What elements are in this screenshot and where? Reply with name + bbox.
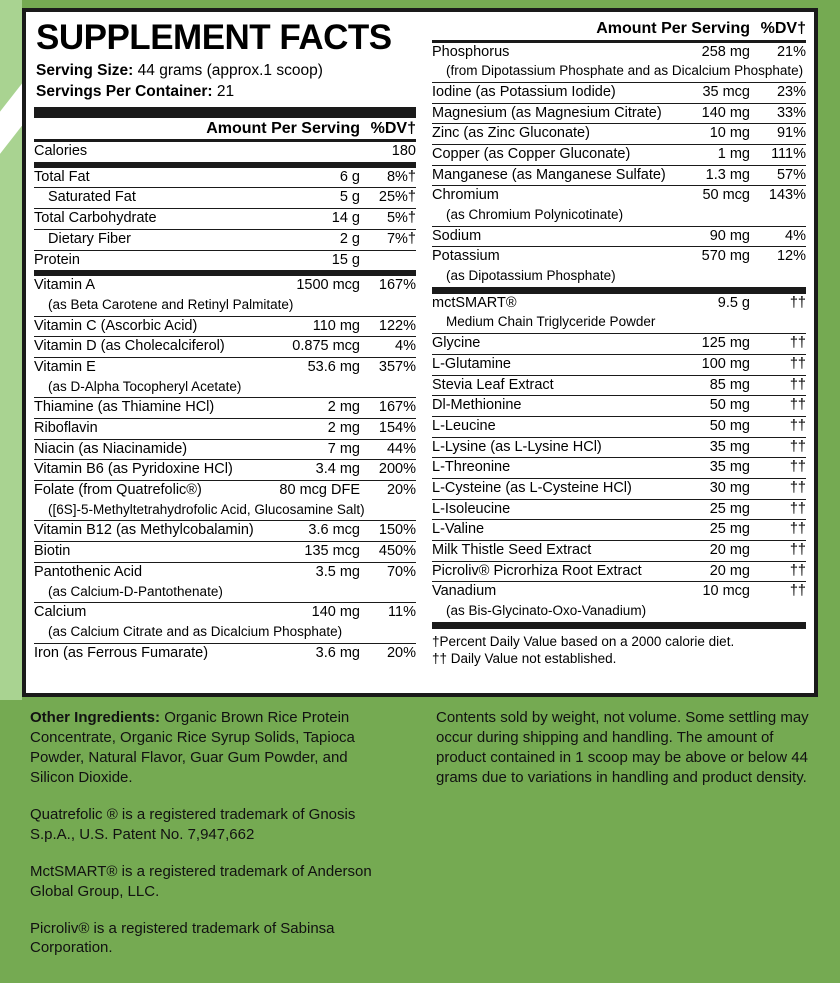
nutrient-amount: 110 mg <box>273 316 360 337</box>
table-row <box>34 337 416 358</box>
calories-table <box>34 142 416 162</box>
table-row <box>34 562 416 582</box>
label-column-left <box>26 12 424 693</box>
nutrient-amount: 100 mg <box>690 354 750 375</box>
footer-section <box>0 700 840 983</box>
nutrient-name: Pantothenic Acid <box>34 563 143 580</box>
nutrient-amount: 140 mg <box>695 103 750 124</box>
nutrient-source-text: (as Calcium Citrate and as Dicalcium Phosphate) <box>48 623 343 639</box>
nutrient-name: Thiamine (as Thiamine HCl) <box>34 398 273 419</box>
nutrient-daily-value: †† <box>789 294 806 311</box>
table-row <box>34 316 416 337</box>
table-header-row <box>34 118 416 140</box>
nutrient-amount: 35 mg <box>690 458 750 479</box>
nutrient-daily-value: †† <box>750 334 806 355</box>
trademark-picroliv: Picroliv® is a registered trademark of Sabinsa Corporation. <box>30 919 335 957</box>
nutrient-name: Manganese (as Manganese Sulfate) <box>432 165 695 186</box>
nutrient-daily-value: 12% <box>776 248 806 265</box>
table-row <box>432 124 806 145</box>
nutrient-amount: 140 mg <box>311 604 360 621</box>
table-row <box>432 458 806 479</box>
nutrient-name: L-Glutamine <box>432 354 690 375</box>
nutrient-daily-value: †† <box>750 396 806 417</box>
nutrient-daily-value: †† <box>789 583 806 600</box>
serving-size-value: 44 grams (approx.1 scoop) <box>137 61 323 79</box>
nutrient-amount: 50 mg <box>690 416 750 437</box>
nutrient-daily-value: †† <box>750 541 806 562</box>
nutrient-name: L-Threonine <box>432 458 690 479</box>
table-row <box>34 209 416 230</box>
nutrient-name: L-Cysteine (as L-Cysteine HCl) <box>432 478 690 499</box>
nutrient-amount: 258 mg <box>701 43 750 60</box>
nutrient-name <box>34 229 299 250</box>
nutrient-source-text: Medium Chain Triglyceride Powder <box>446 314 656 330</box>
nutrient-source-text: (as Dipotassium Phosphate) <box>446 268 616 284</box>
nutrient-daily-value: 111% <box>750 144 806 165</box>
nutrient-daily-value: 143% <box>768 187 806 204</box>
nutrient-name: Biotin <box>34 542 273 563</box>
nutrient-source-text: ([6S]-5-Methyltetrahydrofolic Acid, Glucosamine Salt) <box>48 501 365 517</box>
table-row <box>432 247 806 267</box>
nutrient-daily-value: †† <box>750 520 806 541</box>
table-row <box>432 186 806 206</box>
other-ingredients-paragraph <box>30 708 392 788</box>
nutrient-daily-value: 20% <box>386 644 416 661</box>
nutrient-name: Stevia Leaf Extract <box>432 375 690 396</box>
nutrient-amount: 3.6 mg <box>315 644 360 661</box>
serving-size-label: Serving Size: <box>36 61 134 79</box>
nutrient-name: Iron (as Ferrous Fumarate) <box>34 644 209 661</box>
table-row <box>432 375 806 396</box>
nutrient-source-text: (as Chromium Polynicotinate) <box>446 207 624 223</box>
nutrient-amount: 20 mg <box>690 541 750 562</box>
nutrient-source-text: (as Bis-Glycinato-Oxo-Vanadium) <box>446 603 647 619</box>
nutrient-name: Iodine (as Potassium Iodide) <box>432 82 695 103</box>
other-components-table <box>432 294 806 623</box>
nutrient-daily-value: 57% <box>750 165 806 186</box>
trademark-mctsmart: MctSMART® is a registered trademark of Anderson Global Group, LLC. <box>30 862 372 900</box>
nutrient-amount: 1 mg <box>695 144 750 165</box>
decorative-left-band <box>0 0 22 700</box>
table-row <box>34 521 416 542</box>
table-row <box>432 541 806 562</box>
nutrient-daily-value: 4% <box>750 226 806 247</box>
nutrient-name: Vitamin A <box>34 277 95 294</box>
nutrient-source-text: (from Dipotassium Phosphate and as Dicalcium Phosphate) <box>446 63 804 79</box>
nutrient-amount: 20 mg <box>690 561 750 582</box>
nutrient-daily-value: 21% <box>776 43 806 60</box>
nutrient-source-text: (as Beta Carotene and Retinyl Palmitate) <box>48 296 294 312</box>
nutrient-daily-value: 25%† <box>360 188 416 209</box>
nutrient-amount: 25 mg <box>690 520 750 541</box>
servings-per-container-line <box>36 82 416 103</box>
nutrient-amount: 35 mg <box>690 437 750 458</box>
nutrient-daily-value: †† <box>750 375 806 396</box>
nutrient-daily-value: †† <box>750 458 806 479</box>
nutrient-amount: 50 mcg <box>702 187 750 204</box>
nutrient-amount: 2 mg <box>273 398 360 419</box>
nutrient-daily-value: 200% <box>360 460 416 481</box>
nutrient-daily-value: †† <box>750 478 806 499</box>
nutrient-daily-value: 122% <box>360 316 416 337</box>
nutrient-name: Vitamin C (Ascorbic Acid) <box>34 316 273 337</box>
nutrient-amount: 80 mcg DFE <box>279 482 360 499</box>
table-row-subtext <box>432 602 806 622</box>
nutrient-daily-value: 167% <box>378 277 416 294</box>
nutrient-source-note <box>34 623 416 643</box>
table-row <box>34 439 416 460</box>
nutrient-name: Total Fat <box>34 168 299 188</box>
nutrient-amount: 3.6 mcg <box>273 521 360 542</box>
nutrient-name: L-Valine <box>432 520 690 541</box>
nutrient-daily-value: 5%† <box>360 209 416 230</box>
table-row-calories <box>34 142 416 162</box>
footnote-not-established: †† Daily Value not established. <box>432 651 617 667</box>
nutrient-name: Chromium <box>432 187 499 204</box>
nutrient-amount: 125 mg <box>690 334 750 355</box>
servings-per-container-value: 21 <box>216 82 235 100</box>
table-row <box>432 43 806 63</box>
table-row <box>34 168 416 188</box>
nutrient-name: L-Leucine <box>432 416 690 437</box>
table-row-subtext <box>432 62 806 82</box>
table-row <box>432 416 806 437</box>
nutrient-daily-value: 33% <box>750 103 806 124</box>
nutrient-amount: 10 mcg <box>702 583 750 600</box>
macronutrients-table <box>34 168 416 270</box>
nutrient-name: Sodium <box>432 226 695 247</box>
nutrient-daily-value: †† <box>750 354 806 375</box>
nutrient-name: Vitamin E <box>34 358 96 375</box>
nutrient-name: Copper (as Copper Gluconate) <box>432 144 695 165</box>
nutrient-daily-value: 23% <box>750 82 806 103</box>
table-row <box>432 354 806 375</box>
table-row <box>432 478 806 499</box>
table-row <box>432 520 806 541</box>
nutrient-daily-value: 167% <box>360 398 416 419</box>
nutrient-daily-value: 450% <box>360 542 416 563</box>
nutrient-daily-value: 91% <box>750 124 806 145</box>
table-row <box>432 103 806 124</box>
nutrient-name: Total Carbohydrate <box>34 209 299 230</box>
footer-column-left <box>0 700 420 983</box>
header-table-right <box>432 18 806 41</box>
table-row <box>432 294 806 314</box>
nutrient-name <box>34 188 299 209</box>
nutrient-amount: 6 g <box>299 168 360 188</box>
nutrient-daily-value: †† <box>750 437 806 458</box>
nutrient-name: Protein <box>34 251 80 268</box>
table-row <box>432 437 806 458</box>
nutrient-amount: 85 mg <box>690 375 750 396</box>
nutrient-name: L-Isoleucine <box>432 499 690 520</box>
nutrient-source-note <box>432 313 806 333</box>
trademark-quatrefolic: Quatrefolic ® is a registered trademark of Gnosis S.p.A., U.S. Patent No. 7,947,662 <box>30 805 356 843</box>
header-table <box>34 118 416 141</box>
nutrient-amount: 7 mg <box>273 439 360 460</box>
table-row <box>34 542 416 563</box>
column-header-dv-right: %DV† <box>750 18 806 40</box>
table-row-subtext <box>34 623 416 643</box>
nutrient-source-note <box>34 378 416 398</box>
table-row <box>34 188 416 209</box>
nutrient-daily-value: 357% <box>378 358 416 375</box>
nutrient-name: Phosphorus <box>432 43 510 60</box>
nutrient-name: Milk Thistle Seed Extract <box>432 541 690 562</box>
nutrient-daily-value: 154% <box>360 419 416 440</box>
nutrient-amount: 3.4 mg <box>273 460 360 481</box>
other-ingredients-text: Organic Brown Rice Protein Concentrate, Organic Rice Syrup Solids, Tapioca Powder, Natural Flavor, Guar Gum Powder, and Silicon Dioxide. <box>30 709 355 786</box>
nutrient-daily-value: 44% <box>360 439 416 460</box>
nutrient-name: Vanadium <box>432 583 497 600</box>
nutrient-daily-value: †† <box>750 561 806 582</box>
table-row <box>34 481 416 501</box>
nutrient-name: Picroliv® Picrorhiza Root Extract <box>432 561 690 582</box>
table-row <box>432 334 806 355</box>
table-row-subtext <box>34 583 416 603</box>
nutrient-daily-value: 70% <box>386 563 416 580</box>
table-row <box>432 165 806 186</box>
nutrient-name-indented: Saturated Fat <box>48 189 136 206</box>
table-row <box>34 603 416 623</box>
table-row <box>34 643 416 663</box>
table-row <box>432 144 806 165</box>
table-header-row-right <box>432 18 806 40</box>
table-row-subtext <box>34 378 416 398</box>
nutrient-name: Potassium <box>432 248 500 265</box>
nutrient-name: Folate (from Quatrefolic®) <box>34 482 202 499</box>
nutrient-amount: 2 g <box>299 229 360 250</box>
nutrient-amount: 5 g <box>299 188 360 209</box>
table-row <box>432 396 806 417</box>
table-row <box>432 82 806 103</box>
nutrient-amount: 2 mg <box>273 419 360 440</box>
nutrient-source-note <box>34 501 416 521</box>
nutrient-daily-value: 7%† <box>360 229 416 250</box>
nutrient-source-text: (as D-Alpha Tocopheryl Acetate) <box>48 378 242 394</box>
serving-size-line <box>36 61 416 82</box>
table-row-subtext <box>34 501 416 521</box>
nutrient-name: mctSMART® <box>432 294 517 311</box>
vitamins-table <box>34 276 416 663</box>
nutrient-daily-value <box>360 250 416 270</box>
table-row <box>432 499 806 520</box>
nutrient-amount: 35 mcg <box>695 82 750 103</box>
calories-label: Calories <box>34 143 88 160</box>
nutrient-amount: 1500 mcg <box>296 277 360 294</box>
page-title: SUPPLEMENT FACTS <box>36 18 392 57</box>
nutrient-amount: 90 mg <box>695 226 750 247</box>
nutrient-name: Glycine <box>432 334 690 355</box>
nutrient-amount: 50 mg <box>690 396 750 417</box>
column-header-amount-right: Amount Per Serving <box>432 18 750 40</box>
nutrient-daily-value: †† <box>750 416 806 437</box>
calories-value: 180 <box>391 143 416 160</box>
table-row <box>34 357 416 377</box>
nutrient-name: Vitamin B6 (as Pyridoxine HCl) <box>34 460 273 481</box>
table-row-subtext <box>34 296 416 316</box>
servings-per-container-label: Servings Per Container: <box>36 82 213 100</box>
nutrient-amount: 1.3 mg <box>695 165 750 186</box>
nutrient-name: L-Lysine (as L-Lysine HCl) <box>432 437 690 458</box>
supplement-facts-panel <box>22 8 818 697</box>
table-row <box>34 229 416 250</box>
table-row <box>432 561 806 582</box>
nutrient-amount: 9.5 g <box>717 294 750 311</box>
nutrient-amount: 0.875 mcg <box>273 337 360 358</box>
other-ingredients-label: Other Ingredients: <box>30 709 161 726</box>
table-row <box>34 460 416 481</box>
nutrient-name: Magnesium (as Magnesium Citrate) <box>432 103 695 124</box>
table-row <box>432 226 806 247</box>
table-row-subtext <box>432 267 806 287</box>
nutrient-name-indented: Dietary Fiber <box>48 230 131 247</box>
column-header-dv: %DV† <box>360 118 416 140</box>
nutrient-amount: 10 mg <box>695 124 750 145</box>
nutrient-source-note <box>432 62 806 82</box>
contents-note: Contents sold by weight, not volume. Some settling may occur during shipping and handling. The amount of product contained in 1 scoop may be above or below 44 grams due to variations in handling and product density. <box>436 709 809 786</box>
footnote-daily-value: †Percent Daily Value based on a 2000 calorie diet. <box>432 633 735 649</box>
nutrient-amount: 3.5 mg <box>315 563 360 580</box>
nutrient-daily-value: 20% <box>386 482 416 499</box>
table-row-subtext <box>432 313 806 333</box>
label-column-right <box>424 12 814 693</box>
nutrient-name: Dl-Methionine <box>432 396 690 417</box>
nutrient-amount: 30 mg <box>690 478 750 499</box>
decorative-white-swoosh <box>0 79 22 166</box>
nutrient-name: Calcium <box>34 604 87 621</box>
nutrient-amount: 25 mg <box>690 499 750 520</box>
nutrient-daily-value: 150% <box>360 521 416 542</box>
table-row-subtext <box>432 206 806 226</box>
nutrient-daily-value: 4% <box>360 337 416 358</box>
footer-column-right <box>420 700 840 983</box>
nutrient-daily-value: 11% <box>388 604 416 621</box>
nutrient-source-note <box>34 296 416 316</box>
nutrient-name: Niacin (as Niacinamide) <box>34 439 273 460</box>
nutrient-source-note <box>432 206 806 226</box>
nutrient-source-note <box>34 583 416 603</box>
nutrient-amount: 15 g <box>331 251 360 268</box>
column-header-amount: Amount Per Serving <box>34 118 360 140</box>
nutrient-daily-value: †† <box>750 499 806 520</box>
divider-thick-top <box>34 107 416 118</box>
table-row <box>432 582 806 602</box>
table-row <box>34 276 416 296</box>
nutrient-source-text: (as Calcium-D-Pantothenate) <box>48 583 223 599</box>
nutrient-daily-value: 8%† <box>360 168 416 188</box>
nutrient-amount: 135 mcg <box>273 542 360 563</box>
table-row <box>34 398 416 419</box>
table-row <box>34 419 416 440</box>
nutrient-name: Vitamin B12 (as Methylcobalamin) <box>34 521 273 542</box>
nutrient-name: Vitamin D (as Cholecalciferol) <box>34 337 273 358</box>
nutrient-name: Riboflavin <box>34 419 273 440</box>
nutrient-source-note <box>432 602 806 622</box>
nutrient-name: Zinc (as Zinc Gluconate) <box>432 124 695 145</box>
nutrient-amount: 570 mg <box>701 248 750 265</box>
nutrient-source-note <box>432 267 806 287</box>
nutrient-amount: 14 g <box>299 209 360 230</box>
nutrient-amount: 53.6 mg <box>307 358 360 375</box>
minerals-table <box>432 43 806 288</box>
table-row <box>34 250 416 270</box>
